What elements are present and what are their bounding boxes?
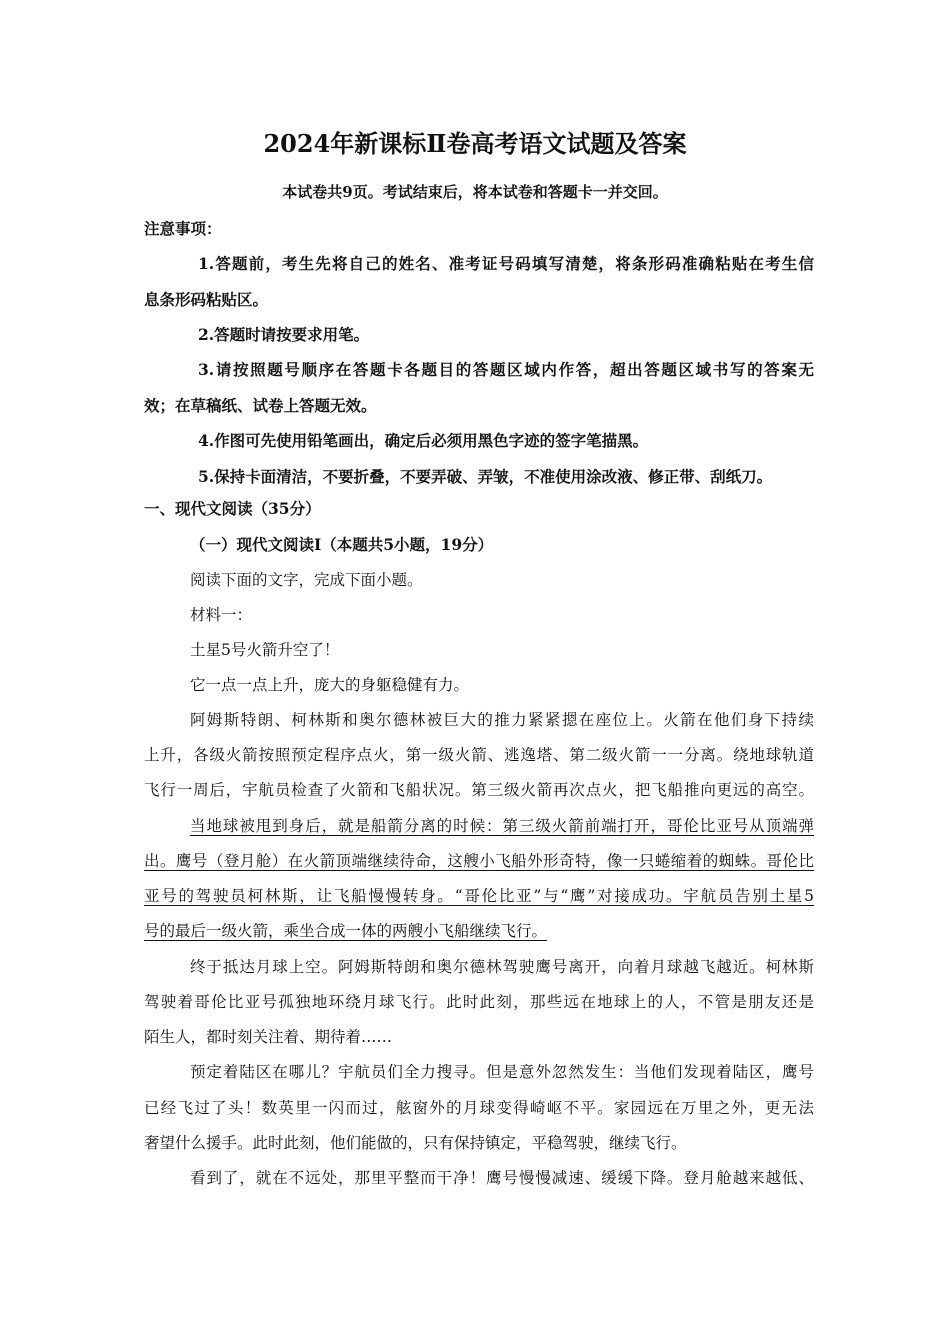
material-label: 材料一： [190,606,253,624]
paragraph-line: 上升，各级火箭按照预定程序点火，第一级火箭、逃逸塔、第二级火箭一一分离。绕地球轨道 [144,746,814,764]
note-line: 3.请按照题号顺序在答题卡各题目的答题区域内作答，超出答题区域书写的答案无 [198,360,814,379]
paragraph-line: 它一点一点上升，庞大的身躯稳健有力。 [190,676,470,694]
note-line: 1.答题前，考生先将自己的姓名、准考证号码填写清楚，将条形码准确粘贴在考生信 [198,254,814,273]
paragraph-line: 看到了，就在不远处，那里平整而干净！鹰号慢慢减速、缓缓下降。登月舱越来越低、 [190,1169,814,1187]
document-title: 2024年新课标Ⅱ卷高考语文试题及答案 [263,129,687,158]
subsection-heading: （一）现代文阅读Ⅰ（本题共5小题，19分） [190,535,494,554]
paragraph-line: 土星5号火箭升空了！ [190,641,340,659]
note-line: 4.作图可先使用铅笔画出，确定后必须用黑色字迹的签字笔描黑。 [198,431,649,450]
underlined-passage-line: 当地球被甩到身后，就是船箭分离的时候：第三级火箭前端打开，哥伦比亚号从顶端弹 [190,817,814,835]
paragraph-line: 阿姆斯特朗、柯林斯和奥尔德林被巨大的推力紧紧摁在座位上。火箭在他们身下持续 [190,711,814,729]
note-line: 5.保持卡面清洁，不要折叠，不要弄破、弄皱，不准使用涂改液、修正带、刮纸刀。 [198,467,773,486]
underlined-passage-line: 亚号的驾驶员柯林斯，让飞船慢慢转身。“哥伦比亚”与“鹰”对接成功。宇航员告别土星5 [144,887,814,905]
paragraph-line: 飞行一周后，宇航员检查了火箭和飞船状况。第三级火箭再次点火，把飞船推向更远的高空。 [144,781,814,799]
instruction-text: 阅读下面的文字，完成下面小题。 [190,571,423,589]
section-heading: 一、现代文阅读（35分） [144,499,321,518]
note-line: 2.答题时请按要求用笔。 [198,325,370,344]
note-line: 息条形码粘贴区。 [144,290,269,309]
paragraph-line: 驾驶着哥伦比亚号孤独地环绕月球飞行。此时此刻，那些远在地球上的人，不管是朋友还是 [144,993,814,1011]
paragraph-line: 奢望什么援手。此时此刻，他们能做的，只有保持镇定，平稳驾驶，继续飞行。 [144,1134,687,1152]
paragraph-line: 预定着陆区在哪儿？宇航员们全力搜寻。但是意外忽然发生：当他们发现着陆区，鹰号 [190,1063,814,1081]
document-subtitle: 本试卷共9页。考试结束后，将本试卷和答题卡一并交回。 [282,183,668,201]
underlined-passage-line: 号的最后一级火箭，乘坐合成一体的两艘小飞船继续飞行。 [144,922,548,940]
notes-heading: 注意事项： [144,219,222,238]
underlined-passage-line: 出。鹰号（登月舱）在火箭顶端继续待命，这艘小飞船外形奇特，像一只蜷缩着的蜘蛛。哥伦比 [144,852,814,870]
paragraph-line: 陌生人，都时刻关注着、期待着…… [144,1028,393,1046]
paragraph-line: 已经飞过了头！数英里一闪而过，舷窗外的月球变得崎岖不平。家园远在万里之外，更无法 [144,1099,814,1117]
paragraph-line: 终于抵达月球上空。阿姆斯特朗和奥尔德林驾驶鹰号离开，向着月球越飞越近。柯林斯 [190,958,814,976]
note-line: 效；在草稿纸、试卷上答题无效。 [144,396,377,415]
